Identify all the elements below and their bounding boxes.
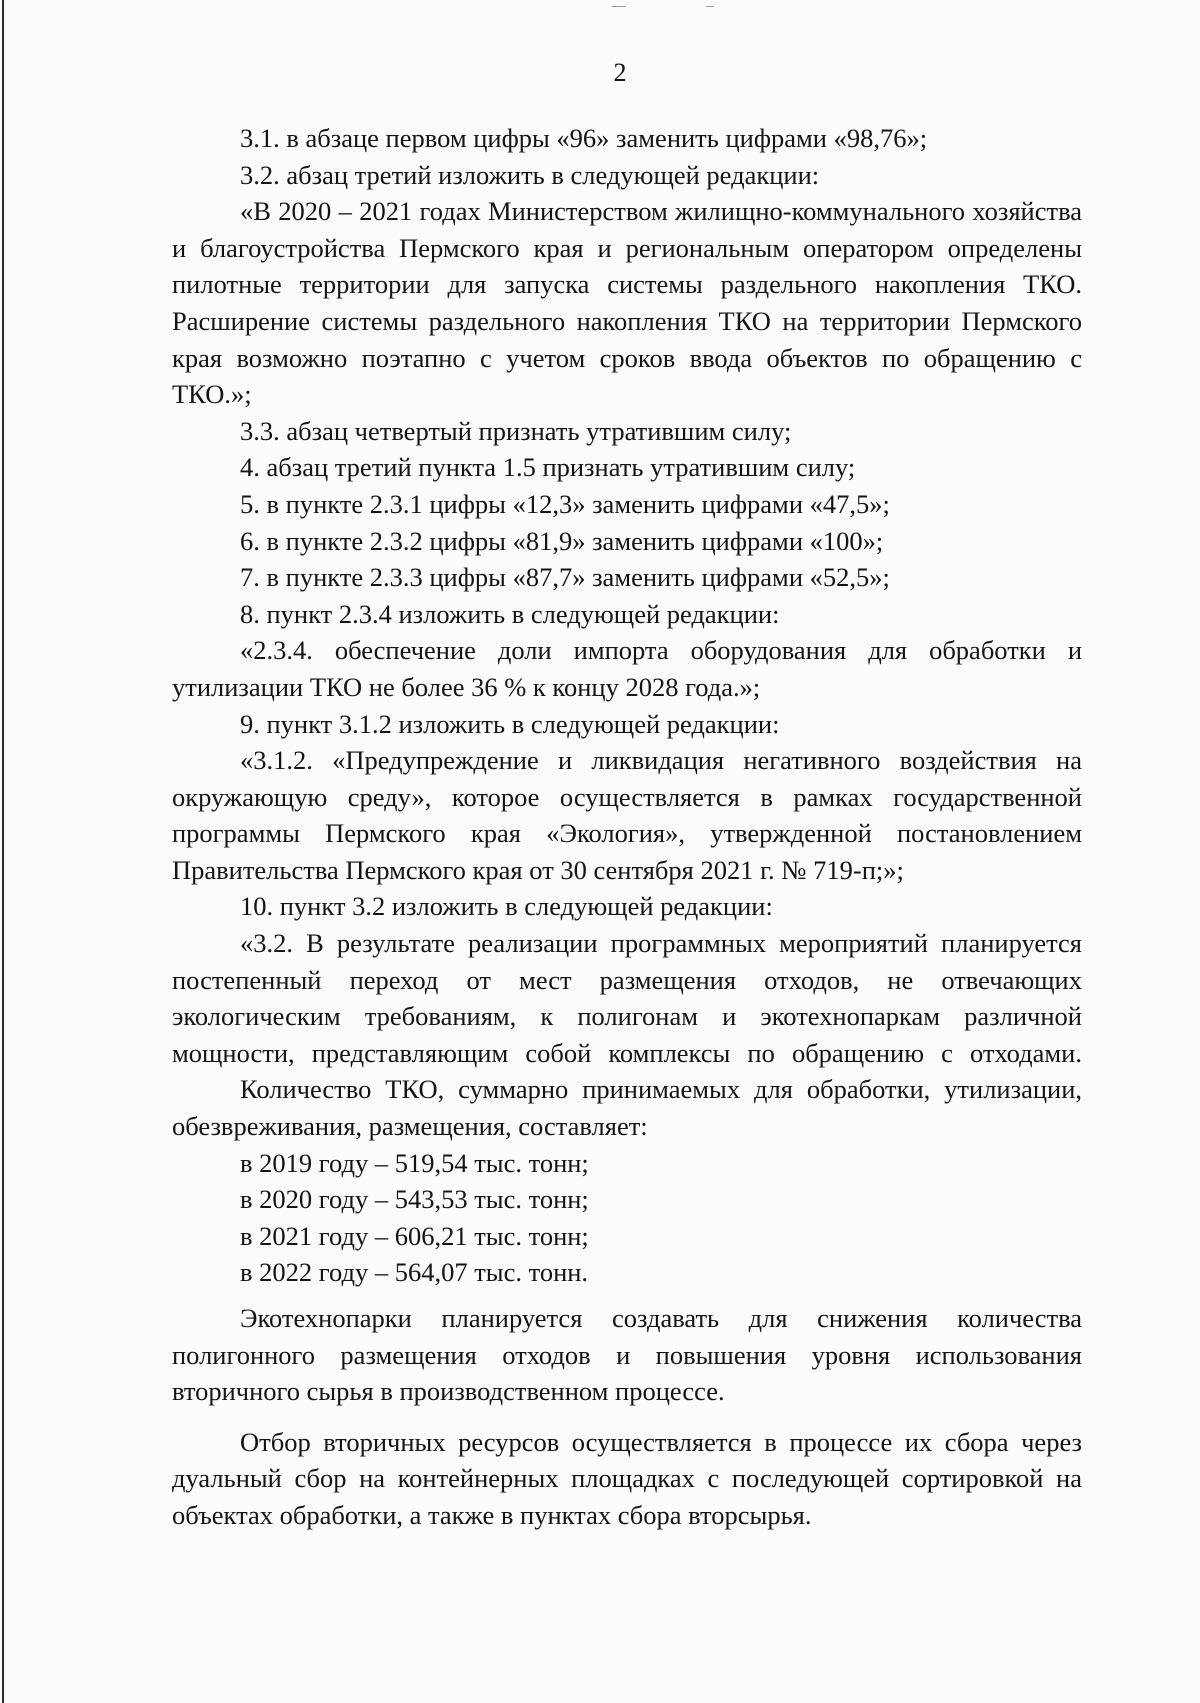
paragraph: 3.2. абзац третий изложить в следующей редакции: bbox=[240, 159, 820, 190]
paragraph: 6. в пункте 2.3.2 цифры «81,9» заменить цифрами «100»; bbox=[240, 525, 884, 556]
document-body bbox=[172, 120, 1082, 1534]
scan-speck bbox=[612, 6, 626, 7]
paragraph: 4. абзац третий пункта 1.5 признать утратившим силу; bbox=[240, 452, 856, 483]
paragraph: 7. в пункте 2.3.3 цифры «87,7» заменить цифрами «52,5»; bbox=[240, 562, 890, 593]
scan-speck bbox=[706, 6, 714, 7]
list-item: в 2020 году – 543,53 тыс. тонн; bbox=[240, 1184, 589, 1215]
paragraph: «3.1.2. «Предупреждение и ликвидация негативного воздействия на окружающую среду», которое осуществляется в рамках государственной программы Пермского края «Экология», утвержденной постановлением Правительства Пермского края от 30 сентября 2021 г. № 719-п;»; bbox=[172, 745, 1082, 885]
list-item: в 2022 году – 564,07 тыс. тонн. bbox=[240, 1257, 589, 1288]
paragraph: 8. пункт 2.3.4 изложить в следующей редакции: bbox=[240, 598, 780, 629]
page-number: 2 bbox=[613, 58, 627, 87]
paragraph: «3.2. В результате реализации программных мероприятий планируется постепенный переход от мест размещения отходов, не отвечающих экологическим требованиям, к полигонам и экотехнопаркам различной мощности, представляющим собой комплексы по обращению с отходами. bbox=[172, 928, 1082, 1068]
paragraph: Отбор вторичных ресурсов осуществляется в процессе их сбора через дуальный сбор на контейнерных площадках с последующей сортировкой на объектах обработки, а также в пунктах сбора вторсырья. bbox=[172, 1426, 1082, 1530]
paragraph: 3.3. абзац четвертый признать утратившим силу; bbox=[240, 415, 792, 446]
scan-edge-shadow bbox=[2, 0, 4, 1703]
list-item: в 2021 году – 606,21 тыс. тонн; bbox=[240, 1220, 589, 1251]
paragraph: 5. в пункте 2.3.1 цифры «12,3» заменить цифрами «47,5»; bbox=[240, 488, 890, 519]
paragraph: «2.3.4. обеспечение доли импорта оборудования для обработки и утилизации ТКО не более 36 % к концу 2028 года.»; bbox=[172, 635, 1082, 702]
paragraph: 3.1. в абзаце первом цифры «96» заменить цифрами «98,76»; bbox=[240, 123, 928, 153]
paragraph: 10. пункт 3.2 изложить в следующей редакции: bbox=[240, 891, 773, 922]
list-item: в 2019 году – 519,54 тыс. тонн; bbox=[240, 1147, 589, 1178]
paragraph: «В 2020 – 2021 годах Министерством жилищно-коммунального хозяйства и благоустройства Пермского края и региональным оператором определены пилотные территории для запуска системы раздельного накопления ТКО. Расширение системы раздельного накопления ТКО на территории Пермского края возможно поэтапно с учетом сроков ввода объектов по обращению с ТКО.»; bbox=[172, 196, 1082, 410]
paragraph: 9. пункт 3.1.2 изложить в следующей редакции: bbox=[240, 708, 780, 739]
paragraph: Количество ТКО, суммарно принимаемых для обработки, утилизации, обезвреживания, размещения, составляет: bbox=[172, 1074, 1082, 1142]
paragraph: Экотехнопарки планируется создавать для снижения количества полигонного размещения отходов и повышения уровня использования вторичного сырья в производственном процессе. bbox=[172, 1303, 1082, 1407]
